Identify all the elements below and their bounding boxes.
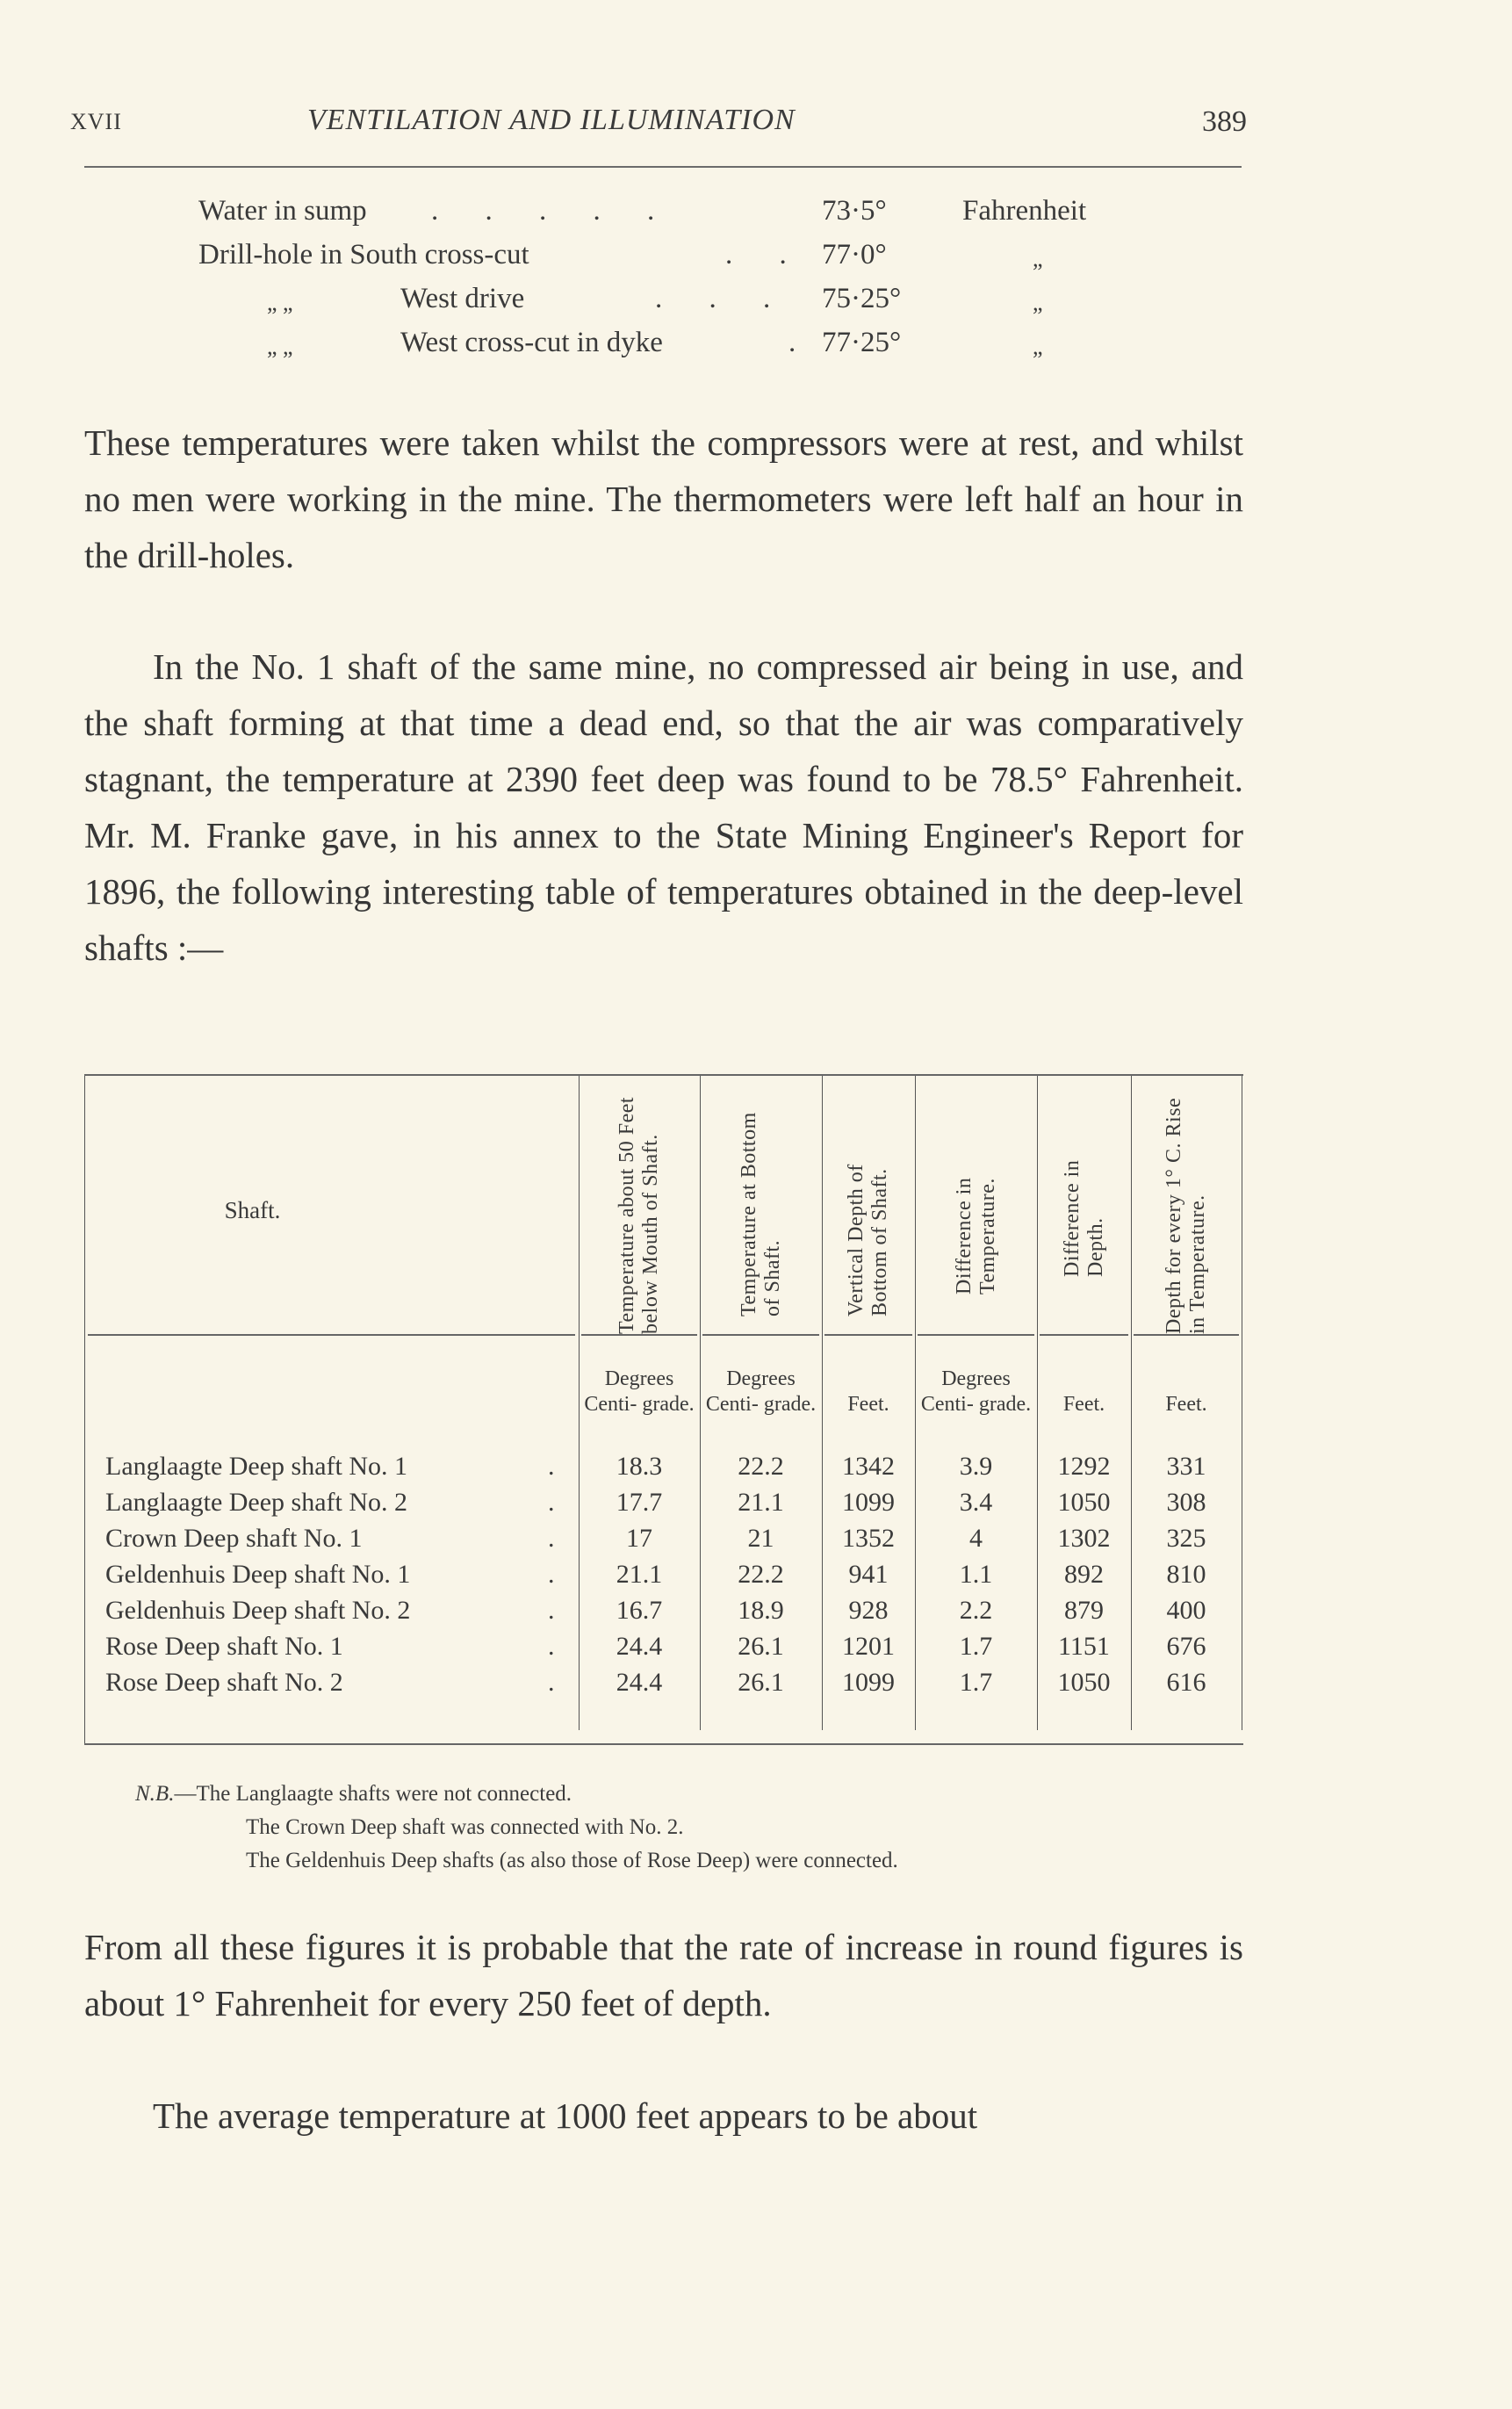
note-text: —The Langlaagte shafts were not connected. bbox=[174, 1782, 572, 1806]
cell-temp-bottom: 26.1 bbox=[738, 1632, 784, 1661]
cell-temp-bottom: 22.2 bbox=[738, 1452, 784, 1481]
cell-temp-50ft: 16.7 bbox=[616, 1596, 663, 1625]
temperature-label: Water in sump bbox=[198, 195, 367, 227]
header-rule bbox=[918, 1334, 1034, 1336]
cell-temp-bottom: 22.2 bbox=[738, 1560, 784, 1589]
cell-temp-diff: 1.1 bbox=[959, 1560, 993, 1589]
leader-dot: . bbox=[548, 1596, 555, 1625]
temperature-label: West cross-cut in dyke bbox=[400, 327, 663, 358]
header-text: Temperature about 50 Feet below Mouth of Shaft. bbox=[616, 1096, 662, 1334]
paragraph bbox=[84, 415, 1243, 583]
table-top-rule bbox=[84, 1074, 1243, 1076]
temperature-row bbox=[198, 327, 1208, 371]
header-rule bbox=[824, 1334, 912, 1336]
column-header-depth-per-degree bbox=[1131, 1081, 1242, 1340]
header-rule bbox=[88, 1334, 575, 1336]
running-header bbox=[70, 104, 1247, 148]
shaft-name: Rose Deep shaft No. 2 bbox=[105, 1668, 343, 1697]
column-header-temp-difference bbox=[915, 1081, 1037, 1340]
header-rule bbox=[84, 166, 1242, 168]
cell-depth: 1352 bbox=[842, 1524, 895, 1553]
shaft-name: Rose Deep shaft No. 1 bbox=[105, 1632, 343, 1661]
unit-label: Degrees Centi- grade. bbox=[584, 1367, 695, 1416]
header-text: Shaft. bbox=[224, 1197, 281, 1223]
cell-depth: 941 bbox=[848, 1560, 889, 1589]
cell-per-degree: 400 bbox=[1166, 1596, 1206, 1625]
shaft-name: Langlaagte Deep shaft No. 2 bbox=[105, 1488, 408, 1517]
note-line bbox=[135, 1844, 898, 1878]
table-row bbox=[84, 1632, 1243, 1667]
cell-temp-bottom: 18.9 bbox=[738, 1596, 784, 1625]
note-line bbox=[135, 1778, 898, 1811]
table-row bbox=[84, 1488, 1243, 1523]
cell-temp-bottom: 21 bbox=[747, 1524, 774, 1553]
temperature-label: Drill-hole in South cross-cut bbox=[198, 239, 529, 270]
leader-dot: . bbox=[548, 1524, 555, 1553]
cell-depth-diff: 1302 bbox=[1057, 1524, 1111, 1553]
ditto-mark: „ „ bbox=[267, 334, 293, 359]
cell-per-degree: 331 bbox=[1166, 1452, 1206, 1481]
paragraph-text: From all these figures it is probable that the rate of increase in round figures is about 1° Fahrenheit for every 250 feet of depth. bbox=[84, 1927, 1243, 2023]
cell-temp-50ft: 17 bbox=[626, 1524, 652, 1553]
cell-temp-diff: 3.4 bbox=[959, 1488, 993, 1517]
paragraph-text: In the No. 1 shaft of the same mine, no compressed air being in use, and the shaft forming at that time a dead end, so that the air was comparatively stagnant, the temperature at 2390 feet deep was found to be 78.5° Fahrenheit. Mr. M. Franke gave, in his annex to the State Mining Engineer's Report for 1896, the following interesting table of temperatures obtained in the deep-level shafts :— bbox=[84, 646, 1243, 968]
column-header-temp-50ft bbox=[579, 1081, 700, 1340]
header-text: Vertical Depth of Bottom of Shaft. bbox=[845, 1163, 891, 1316]
cell-temp-50ft: 18.3 bbox=[616, 1452, 663, 1481]
table-row bbox=[84, 1524, 1243, 1559]
column-header-depth-difference bbox=[1037, 1081, 1131, 1340]
chapter-number: XVII bbox=[70, 109, 122, 134]
leader-dot: . bbox=[548, 1632, 555, 1661]
temperature-value: 77·25° bbox=[822, 327, 902, 358]
shaft-name: Langlaagte Deep shaft No. 1 bbox=[105, 1452, 408, 1481]
cell-per-degree: 810 bbox=[1166, 1560, 1206, 1589]
cell-depth: 1099 bbox=[842, 1668, 895, 1697]
cell-depth-diff: 1292 bbox=[1057, 1452, 1111, 1481]
cell-temp-bottom: 21.1 bbox=[738, 1488, 784, 1517]
leader-dot: . bbox=[548, 1668, 555, 1697]
column-header-temp-bottom bbox=[700, 1081, 822, 1340]
unit-label: Feet. bbox=[1062, 1393, 1105, 1416]
leader-dots: . . . bbox=[655, 283, 773, 314]
leader-dots: . . bbox=[725, 239, 788, 270]
paragraph bbox=[84, 638, 1243, 976]
header-rule bbox=[1134, 1334, 1239, 1336]
cell-per-degree: 676 bbox=[1166, 1632, 1206, 1661]
temperature-list bbox=[198, 195, 1208, 371]
header-text: Depth for every 1° C. Rise in Temperature. bbox=[1163, 1097, 1209, 1334]
cell-depth-diff: 892 bbox=[1064, 1560, 1104, 1589]
cell-depth: 1099 bbox=[842, 1488, 895, 1517]
page-number: 389 bbox=[1202, 105, 1247, 138]
cell-depth-diff: 1050 bbox=[1057, 1668, 1111, 1697]
temperature-value: 77·0° bbox=[822, 239, 887, 270]
header-text: Temperature at Bottom of Shaft. bbox=[737, 1111, 784, 1316]
header-rule bbox=[581, 1334, 697, 1336]
cell-temp-50ft: 24.4 bbox=[616, 1632, 663, 1661]
unit-label: Feet. bbox=[1165, 1393, 1207, 1416]
ditto-mark: „ „ bbox=[267, 290, 293, 315]
unit-label: Feet. bbox=[847, 1393, 889, 1416]
table-row bbox=[84, 1452, 1243, 1487]
leader-dots: . . . . . bbox=[431, 195, 657, 227]
cell-temp-diff: 3.9 bbox=[959, 1452, 993, 1481]
cell-temp-bottom: 26.1 bbox=[738, 1668, 784, 1697]
ditto-mark: „ bbox=[1033, 290, 1043, 315]
note-text: The Geldenhuis Deep shafts (as also those of Rose Deep) were connected. bbox=[246, 1849, 898, 1872]
temperature-unit: Fahrenheit bbox=[962, 195, 1087, 227]
table-row bbox=[84, 1596, 1243, 1631]
leader-dots: . bbox=[788, 327, 798, 358]
table-bottom-rule bbox=[84, 1743, 1243, 1745]
shaft-name: Geldenhuis Deep shaft No. 1 bbox=[105, 1560, 411, 1589]
column-header-shaft bbox=[84, 1081, 579, 1340]
cell-depth: 1201 bbox=[842, 1632, 895, 1661]
ditto-mark: „ bbox=[1033, 334, 1043, 359]
note-line bbox=[135, 1811, 898, 1844]
table-notes bbox=[135, 1778, 898, 1878]
leader-dot: . bbox=[548, 1488, 555, 1517]
temperature-label: West drive bbox=[400, 283, 525, 314]
cell-depth-diff: 1151 bbox=[1058, 1632, 1110, 1661]
unit-label: Degrees Centi- grade. bbox=[705, 1367, 817, 1416]
cell-temp-diff: 1.7 bbox=[959, 1632, 993, 1661]
column-header-vertical-depth bbox=[822, 1081, 915, 1340]
note-text: The Crown Deep shaft was connected with No. 2. bbox=[246, 1815, 684, 1839]
cell-temp-diff: 4 bbox=[969, 1524, 983, 1553]
cell-temp-50ft: 24.4 bbox=[616, 1668, 663, 1697]
leader-dot: . bbox=[548, 1560, 555, 1589]
cell-temp-50ft: 17.7 bbox=[616, 1488, 663, 1517]
cell-temp-diff: 1.7 bbox=[959, 1668, 993, 1697]
paragraph bbox=[84, 1919, 1243, 2031]
cell-depth: 1342 bbox=[842, 1452, 895, 1481]
temperature-row bbox=[198, 239, 1208, 283]
header-rule bbox=[702, 1334, 819, 1336]
unit-label: Degrees Centi- grade. bbox=[920, 1367, 1032, 1416]
running-title: VENTILATION AND ILLUMINATION bbox=[307, 104, 796, 136]
cell-per-degree: 308 bbox=[1166, 1488, 1206, 1517]
temperature-value: 75·25° bbox=[822, 283, 902, 314]
table-row bbox=[84, 1668, 1243, 1703]
temperature-row bbox=[198, 195, 1208, 239]
header-rule bbox=[1040, 1334, 1128, 1336]
leader-dot: . bbox=[548, 1452, 555, 1481]
shaft-name: Geldenhuis Deep shaft No. 2 bbox=[105, 1596, 411, 1625]
cell-temp-diff: 2.2 bbox=[959, 1596, 993, 1625]
nb-label: N.B. bbox=[135, 1782, 175, 1806]
ditto-mark: „ bbox=[1033, 246, 1043, 271]
cell-temp-50ft: 21.1 bbox=[616, 1560, 663, 1589]
cell-per-degree: 616 bbox=[1166, 1668, 1206, 1697]
cell-per-degree: 325 bbox=[1166, 1524, 1206, 1553]
cell-depth: 928 bbox=[848, 1596, 889, 1625]
paragraph-text: The average temperature at 1000 feet appears to be about bbox=[153, 2095, 978, 2136]
temperature-value: 73·5° bbox=[822, 195, 887, 227]
paragraph bbox=[84, 2088, 1243, 2144]
cell-depth-diff: 1050 bbox=[1057, 1488, 1111, 1517]
shaft-name: Crown Deep shaft No. 1 bbox=[105, 1524, 363, 1553]
header-text: Difference in Temperature. bbox=[952, 1177, 999, 1295]
paragraph-text: These temperatures were taken whilst the compressors were at rest, and whilst no men were working in the mine. The thermometers were left half an hour in the drill-holes. bbox=[84, 422, 1243, 575]
table-row bbox=[84, 1560, 1243, 1595]
temperature-row bbox=[198, 283, 1208, 327]
header-text: Difference in Depth. bbox=[1060, 1159, 1107, 1277]
cell-depth-diff: 879 bbox=[1064, 1596, 1104, 1625]
